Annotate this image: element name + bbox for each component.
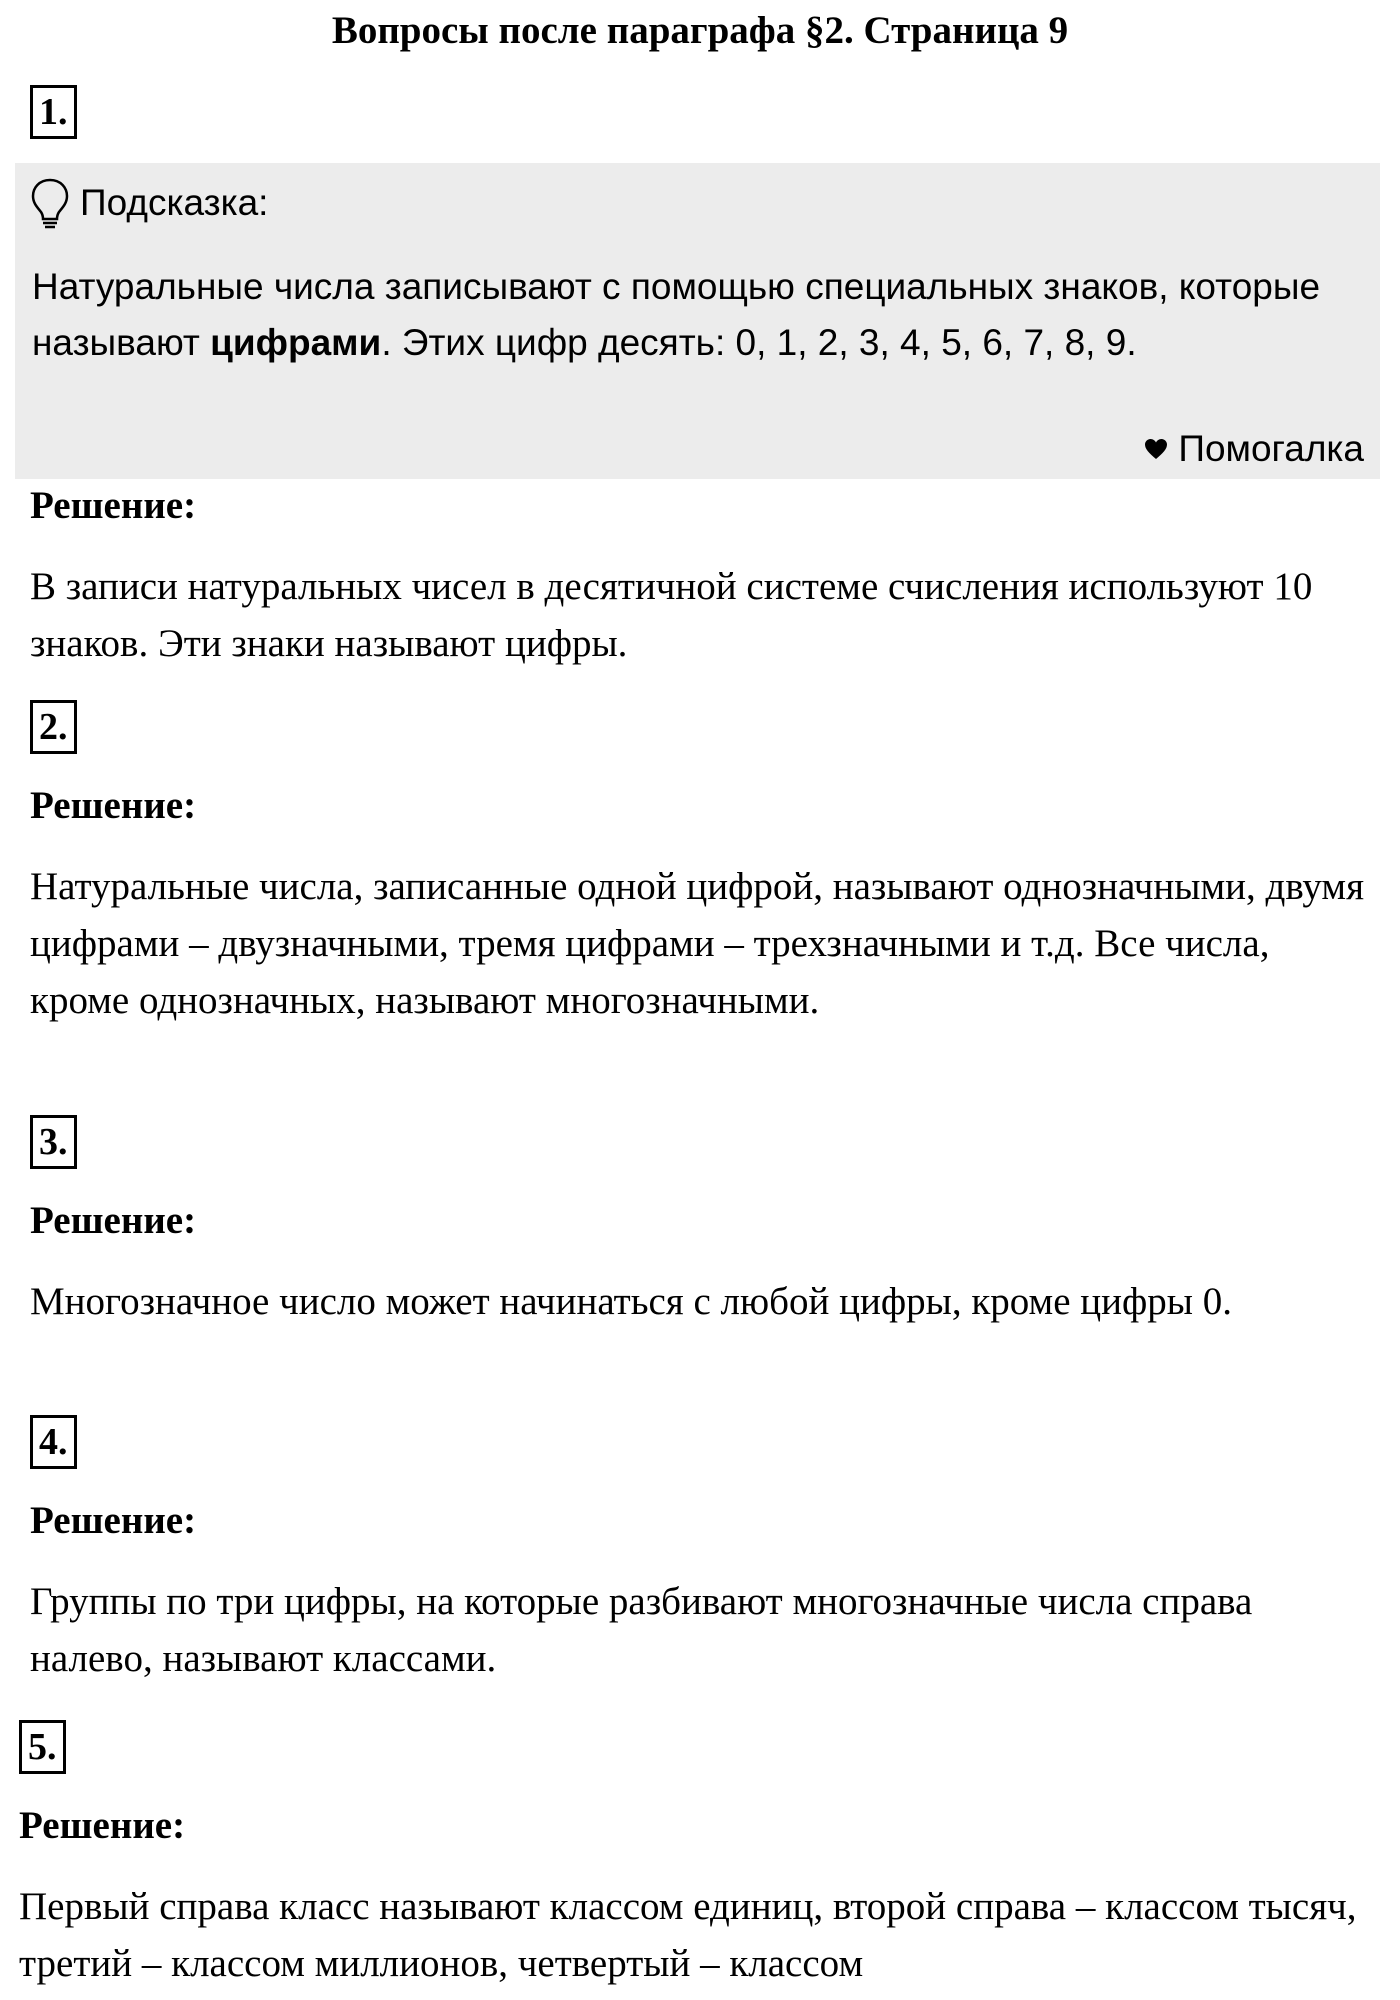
question-number-4: 4. (30, 1415, 77, 1469)
hint-label: Подсказка: (80, 182, 269, 223)
solution-label-3: Решение: (30, 1199, 197, 1242)
solution-text-3: Многозначное число может начинаться с любой цифры, кроме цифры 0. (30, 1280, 1232, 1323)
solution-label-1: Решение: (30, 484, 197, 527)
hint-text-bold: цифрами (210, 322, 382, 363)
solution-text-5: Первый справа класс называют классом единиц, второй справа – классом тысяч, третий – классом миллионов, четвертый – классом (19, 1885, 1357, 1985)
heart-icon (1144, 438, 1178, 460)
hint-text (32, 259, 1362, 371)
hint-box (15, 163, 1380, 479)
hint-footer-label[interactable]: Помогалка (1178, 428, 1364, 469)
solution-label-2: Решение: (30, 784, 197, 827)
question-number-3: 3. (30, 1115, 77, 1169)
hint-footer[interactable] (1144, 425, 1364, 473)
page-title: Вопросы после параграфа §2. Страница 9 (331, 9, 1069, 52)
lightbulb-icon (30, 177, 80, 229)
hint-text-end: . Этих цифр десять: 0, 1, 2, 3, 4, 5, 6, 7, 8, 9. (381, 322, 1137, 363)
question-number-5: 5. (19, 1720, 66, 1774)
hint-text-start: Натуральные числа записывают с помощью специальных знаков, которые называют (32, 266, 1321, 363)
solution-text-2: Натуральные числа, записанные одной цифрой, называют однозначными, двумя цифрами – двузначными, тремя цифрами – трехзначными и т.д. Все числа, кроме однозначных, называют многозначными. (30, 865, 1365, 1022)
solution-text-1: В записи натуральных чисел в десятичной системе счисления используют 10 знаков. Эти знаки называют цифры. (30, 565, 1313, 665)
question-number-2: 2. (30, 700, 77, 754)
hint-header (30, 173, 268, 233)
solution-label-4: Решение: (30, 1499, 197, 1542)
solution-text-4: Группы по три цифры, на которые разбивают многозначные числа справа налево, называют классами. (30, 1580, 1253, 1680)
question-number-1: 1. (30, 85, 77, 139)
solution-label-5: Решение: (19, 1804, 186, 1847)
